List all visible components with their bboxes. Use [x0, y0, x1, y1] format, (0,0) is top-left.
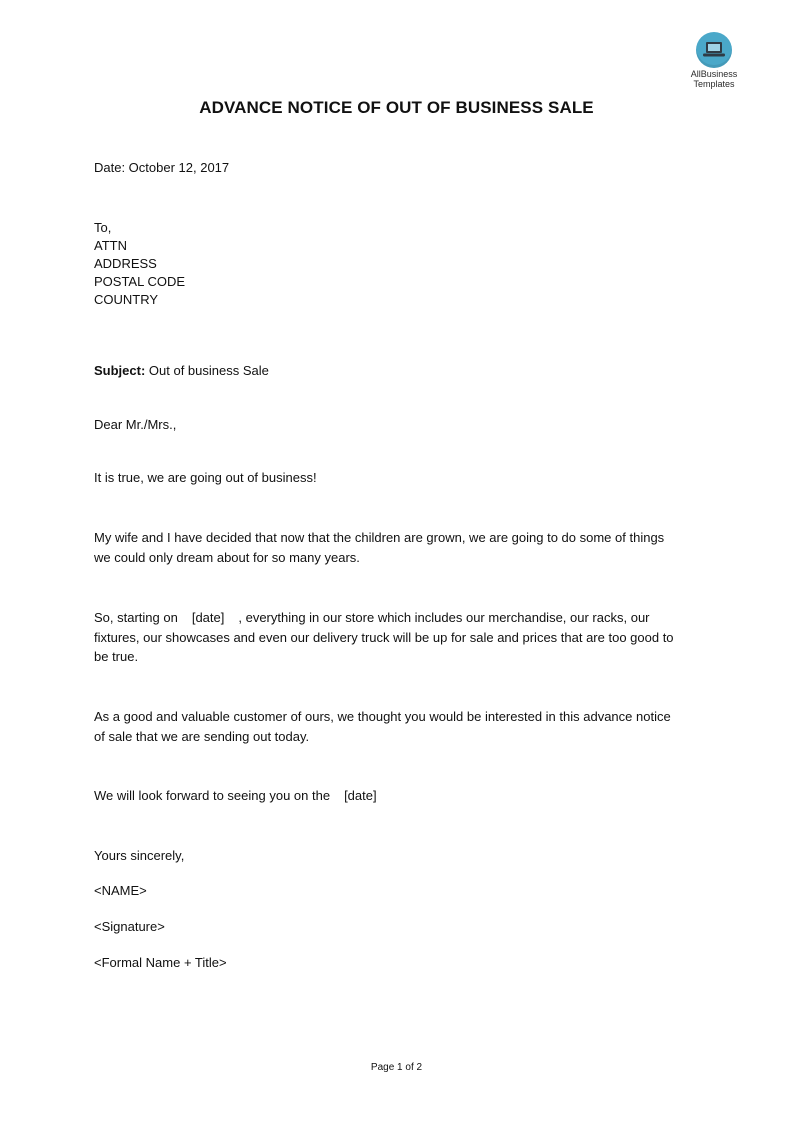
- date-line: Date: October 12, 2017: [94, 160, 230, 175]
- subject-line: [94, 361, 269, 380]
- paragraph-3-line-3: be true.: [94, 649, 139, 664]
- paragraph-5: [94, 786, 377, 805]
- paragraph-3-line-2: fixtures, our showcases and even our delivery truck will be up for sale and prices that are too good to: [94, 629, 674, 645]
- paragraph-3: [94, 608, 700, 667]
- paragraph-3-line-1: [94, 608, 700, 628]
- laptop-icon: [696, 32, 732, 68]
- paragraph-4: [94, 707, 700, 746]
- allbusiness-logo: [682, 32, 746, 89]
- logo-line-1: AllBusiness: [690, 69, 738, 79]
- subject-label: Subject:: [94, 363, 146, 378]
- address-attn: ATTN: [94, 238, 127, 253]
- paragraph-5-text: We will look forward to seeing you on the: [94, 788, 331, 803]
- address-postal-code: POSTAL CODE: [94, 274, 186, 289]
- date-placeholder-2: [date]: [344, 788, 377, 803]
- paragraph-3-rest: , everything in our store which includes our merchandise, our racks, our: [238, 610, 650, 625]
- signature-placeholder: <Signature>: [94, 919, 165, 934]
- date-placeholder-1: [date]: [191, 610, 225, 625]
- paragraph-2: [94, 528, 700, 567]
- address-country: COUNTRY: [94, 292, 159, 307]
- logo-line-2: Templates: [693, 79, 735, 89]
- logo-text: [682, 69, 746, 89]
- paragraph-4-line-2: of sale that we are sending out today.: [94, 728, 310, 744]
- paragraph-2-line-2: we could only dream about for so many years.: [94, 549, 360, 565]
- paragraph-1: It is true, we are going out of business!: [94, 470, 317, 485]
- salutation: Dear Mr./Mrs.,: [94, 417, 177, 432]
- document-title: ADVANCE NOTICE OF OUT OF BUSINESS SALE: [199, 98, 594, 117]
- page-number: Page 1 of 2: [370, 1062, 423, 1073]
- paragraph-3-start: So, starting on: [94, 610, 178, 625]
- formal-name-placeholder: <Formal Name + Title>: [94, 955, 227, 970]
- paragraph-4-line-1: As a good and valuable customer of ours, we thought you would be interested in this advance notice: [94, 709, 671, 724]
- address-address: ADDRESS: [94, 256, 157, 271]
- name-placeholder: <NAME>: [94, 883, 147, 898]
- sign-off: Yours sincerely,: [94, 848, 185, 863]
- subject-text: Out of business Sale: [145, 363, 269, 378]
- address-to: To,: [94, 220, 112, 235]
- paragraph-2-line-1: My wife and I have decided that now that the children are grown, we are going to do some of things: [94, 530, 665, 545]
